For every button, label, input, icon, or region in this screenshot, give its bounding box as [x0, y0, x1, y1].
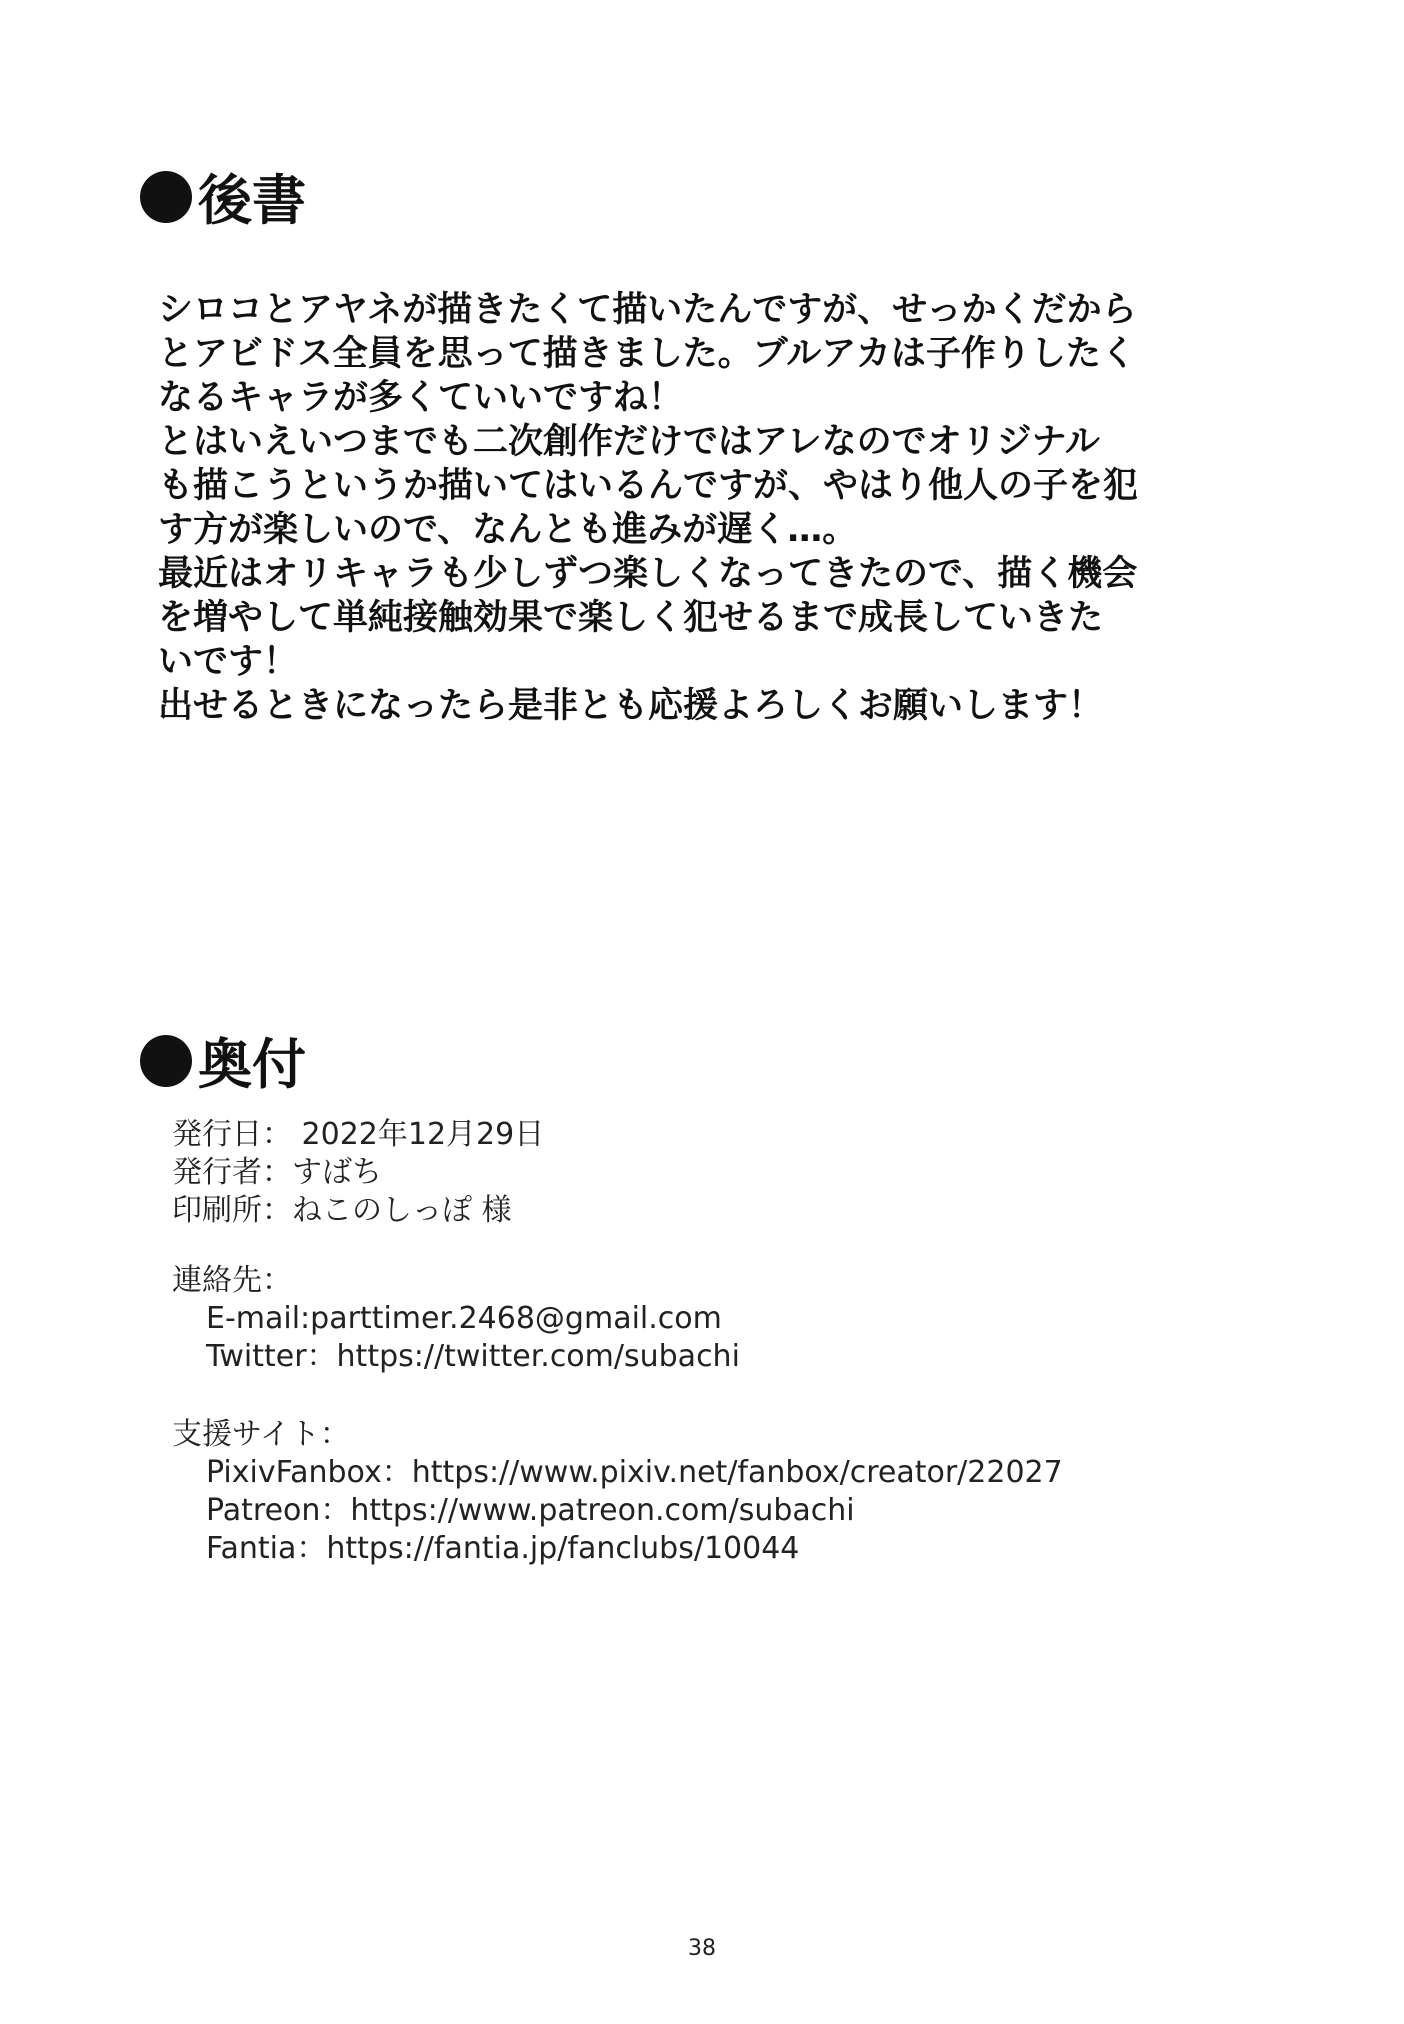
publisher: 発行者：すばち [172, 1155, 382, 1190]
pixiv-fanbox-text: PixivFanbox：https://www.pixiv.net/fanbox/creator/22027 [206, 1455, 1063, 1490]
afterword-line: なるキャラが多くていいですね！ [158, 378, 684, 418]
afterword-heading-text: 後書 [198, 169, 306, 232]
afterword-line: も描こうというか描いてはいるんですが、やはり他人の子を犯 [158, 466, 1139, 506]
afterword-body [158, 288, 1268, 728]
colophon-heading [140, 1022, 306, 1099]
page-number: 38 [688, 1936, 716, 1961]
contact-info [172, 1262, 740, 1376]
twitter-text: Twitter：https://twitter.com/subachi [206, 1339, 740, 1374]
contact-label: 連絡先： [172, 1263, 292, 1298]
colophon-heading-text: 奥付 [198, 1033, 306, 1096]
printer: 印刷所：ねこのしっぽ 様 [172, 1193, 512, 1228]
afterword-line: とアビドス全員を思って描きました。ブルアカは子作りしたく [158, 334, 1136, 374]
afterword-line: いです！ [158, 642, 299, 682]
afterword-line: とはいえいつまでも二次創作だけではアレなのでオリジナル [158, 422, 1100, 462]
publication-date: 発行日： 2022年12月29日 [172, 1117, 545, 1152]
publication-info [172, 1116, 544, 1230]
afterword-heading [140, 158, 306, 235]
afterword-line: を増やして単純接触効果で楽しく犯せるまで成長していきた [158, 598, 1104, 638]
patreon-text: Patreon：https://www.patreon.com/subachi [206, 1493, 855, 1528]
afterword-line: す方が楽しいので、なんとも進みが遅く…。 [158, 510, 858, 550]
email-text: E-mail:parttimer.2468@gmail.com [206, 1301, 722, 1336]
bullet-icon [140, 171, 192, 223]
support-label: 支援サイト： [172, 1417, 350, 1452]
afterword-line: シロコとアヤネが描きたくて描いたんですが、せっかくだから [158, 290, 1137, 330]
afterword-line: 最近はオリキャラも少しずつ楽しくなってきたので、描く機会 [158, 554, 1138, 594]
bullet-icon [140, 1035, 192, 1087]
support-sites [172, 1416, 1063, 1568]
afterword-line: 出せるときになったら是非とも応援よろしくお願いします！ [158, 686, 1104, 726]
fantia-text: Fantia：https://fantia.jp/fanclubs/10044 [206, 1531, 800, 1566]
